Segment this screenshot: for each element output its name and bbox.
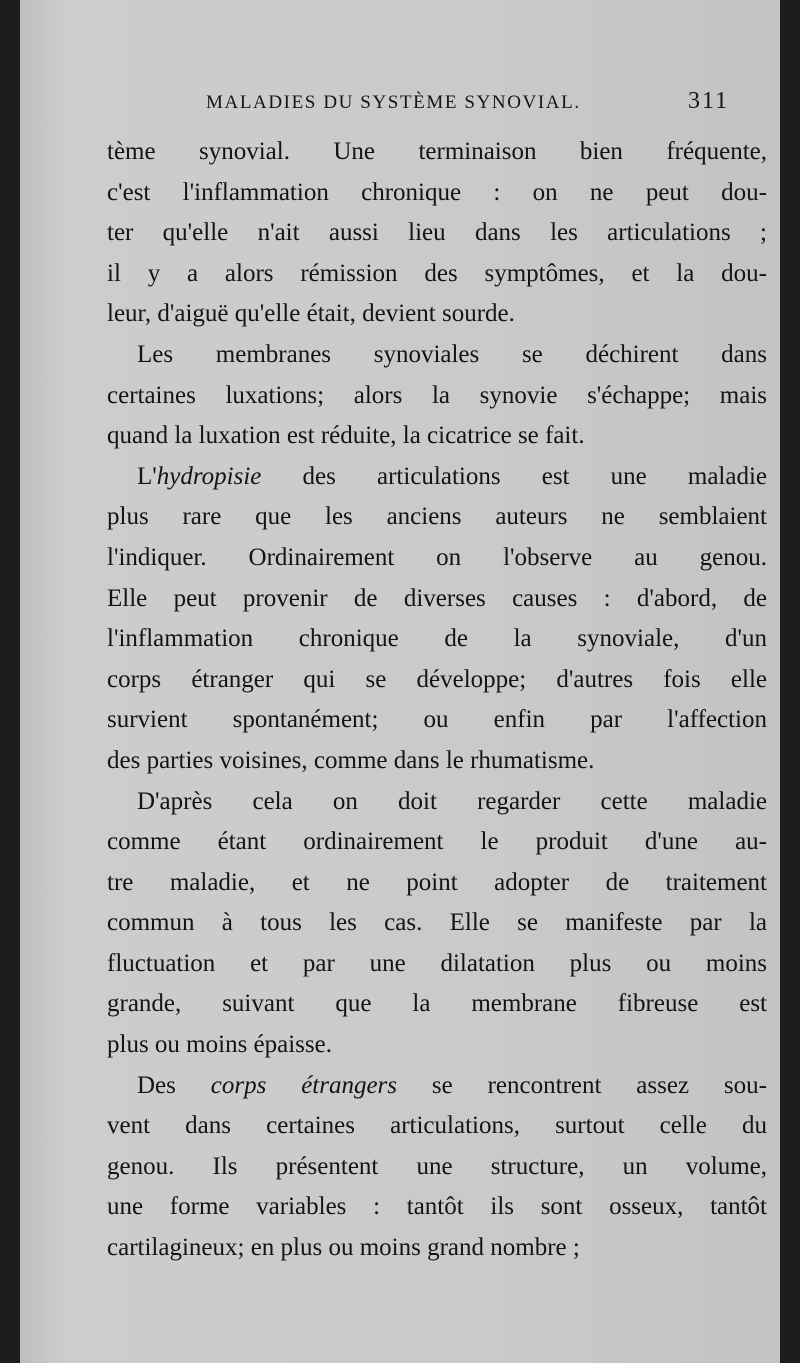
- text-segment: D'après cela on doit regarder cette maladie: [137, 787, 767, 815]
- text-line: [107, 782, 767, 823]
- text-line: [107, 1187, 767, 1228]
- text-line: [107, 903, 767, 944]
- text-line: [107, 376, 767, 417]
- text-line: [107, 254, 767, 295]
- text-segment: grande, suivant que la membrane fibreuse est: [107, 990, 767, 1018]
- page-number: 311: [688, 88, 730, 114]
- text-segment: comme étant ordinairement le produit d'une au-: [107, 828, 767, 856]
- text-line: [107, 579, 767, 620]
- text-line: [107, 173, 767, 214]
- text-segment: fluctuation et par une dilatation plus ou moins: [107, 949, 767, 977]
- text-line: [107, 1066, 767, 1107]
- text-line: [107, 1147, 767, 1188]
- text-line: [107, 497, 767, 538]
- text-segment: leur, d'aiguë qu'elle était, devient sourde.: [107, 300, 515, 328]
- paragraph: [107, 1066, 767, 1269]
- text-segment: une forme variables : tantôt ils sont osseux, tantôt: [107, 1193, 767, 1221]
- text-line: [107, 822, 767, 863]
- text-segment: ter qu'elle n'ait aussi lieu dans les articulations ;: [107, 219, 767, 247]
- text-line: [107, 1106, 767, 1147]
- text-segment: genou. Ils présentent une structure, un volume,: [107, 1152, 767, 1180]
- text-segment: c'est l'inflammation chronique : on ne peut dou-: [107, 178, 767, 206]
- text-line: [107, 213, 767, 254]
- text-segment: quand la luxation est réduite, la cicatrice se fait.: [107, 422, 585, 450]
- text-segment: des parties voisines, comme dans le rhumatisme.: [107, 746, 595, 774]
- text-line: [107, 660, 767, 701]
- book-page: [20, 0, 780, 1363]
- italic-term: corps étrangers: [210, 1071, 398, 1099]
- text-line: [107, 984, 767, 1025]
- italic-term: hydropisie: [156, 462, 262, 490]
- text-segment: vent dans certaines articulations, surtout celle du: [107, 1112, 767, 1140]
- text-segment: Elle peut provenir de diverses causes : d'abord, de: [107, 584, 767, 612]
- text-line: [107, 294, 767, 335]
- text-segment: se rencontrent assez sou-: [397, 1071, 767, 1099]
- text-segment: des articulations est une maladie: [261, 462, 767, 490]
- text-segment: cartilagineux; en plus ou moins grand nombre ;: [107, 1234, 580, 1262]
- text-line: [107, 741, 767, 782]
- text-segment: l'inflammation chronique de la synoviale, d'un: [107, 625, 767, 653]
- text-segment: Les membranes synoviales se déchirent dans: [137, 340, 767, 368]
- body-text: [107, 132, 767, 1269]
- text-line: [107, 457, 767, 498]
- running-head: [20, 88, 780, 118]
- text-segment: l'indiquer. Ordinairement on l'observe au genou.: [107, 543, 767, 571]
- running-head-title: MALADIES DU SYSTÈME SYNOVIAL.: [206, 92, 581, 113]
- text-line: [107, 1228, 767, 1269]
- text-line: [107, 863, 767, 904]
- text-line: [107, 132, 767, 173]
- text-segment: survient spontanément; ou enfin par l'affection: [107, 706, 767, 734]
- paragraph: [107, 782, 767, 1066]
- text-line: [107, 700, 767, 741]
- text-segment: certaines luxations; alors la synovie s'échappe; mais: [107, 381, 767, 409]
- text-segment: commun à tous les cas. Elle se manifeste par la: [107, 909, 767, 937]
- text-segment: corps étranger qui se développe; d'autres fois elle: [107, 665, 767, 693]
- text-line: [107, 538, 767, 579]
- text-segment: plus ou moins épaisse.: [107, 1031, 332, 1059]
- paragraph: [107, 335, 767, 457]
- text-line: [107, 335, 767, 376]
- text-segment: tre maladie, et ne point adopter de traitement: [107, 868, 767, 896]
- text-segment: il y a alors rémission des symptômes, et la dou-: [107, 259, 767, 287]
- text-line: [107, 1025, 767, 1066]
- text-line: [107, 944, 767, 985]
- text-segment: plus rare que les anciens auteurs ne semblaient: [107, 503, 767, 531]
- text-line: [107, 619, 767, 660]
- text-segment: tème synovial. Une terminaison bien fréquente,: [107, 138, 767, 165]
- paragraph: [107, 132, 767, 335]
- text-segment: Des: [137, 1071, 211, 1099]
- text-line: [107, 416, 767, 457]
- paragraph: [107, 457, 767, 782]
- text-segment: L': [137, 462, 157, 490]
